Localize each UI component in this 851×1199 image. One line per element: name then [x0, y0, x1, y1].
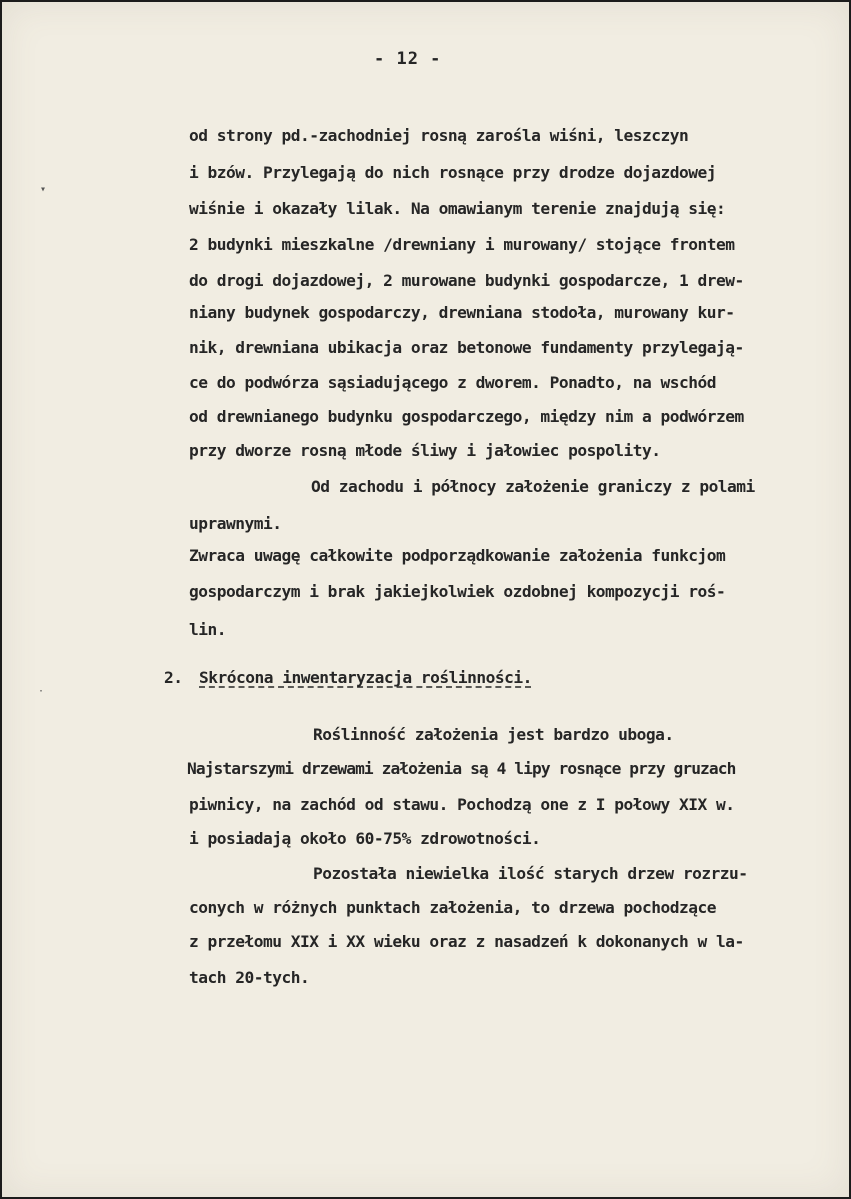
text-line: tach 20-tych.	[189, 968, 310, 987]
text-line: z przełomu XIX i XX wieku oraz z nasadzeń k dokonanych w la-	[189, 932, 744, 951]
text-line: Zwraca uwagę całkowite podporządkowanie założenia funkcjom	[189, 546, 726, 565]
text-line: przy dworze rosną młode śliwy i jałowiec pospolity.	[189, 441, 661, 460]
text-line: i posiadają około 60-75% zdrowotności.	[189, 829, 541, 848]
text-line: piwnicy, na zachód od stawu. Pochodzą one z I połowy XIX w.	[189, 795, 735, 814]
text-line: Pozostała niewielka ilość starych drzew rozrzu-	[313, 864, 748, 883]
text-line: lin.	[189, 620, 226, 639]
margin-mark: ▾	[40, 184, 46, 195]
text-line: nik, drewniana ubikacja oraz betonowe fundamenty przylegają-	[189, 338, 744, 357]
text-line: wiśnie i okazały lilak. Na omawianym terenie znajdują się:	[189, 199, 726, 218]
text-line: Najstarszymi drzewami założenia są 4 lipy rosnące przy gruzach	[187, 759, 736, 778]
text-line: niany budynek gospodarczy, drewniana stodoła, murowany kur-	[189, 303, 735, 322]
page-number: - 12 -	[374, 49, 442, 69]
text-line: conych w różnych punktach założenia, to drzewa pochodzące	[189, 898, 717, 917]
text-line: gospodarczym i brak jakiejkolwiek ozdobnej kompozycji roś-	[189, 582, 726, 601]
section-title: Skrócona inwentaryzacja roślinności.	[199, 668, 532, 687]
text-line: uprawnymi.	[189, 514, 282, 533]
margin-mark: ·	[38, 686, 44, 697]
text-line: od drewnianego budynku gospodarczego, między nim a podwórzem	[189, 407, 744, 426]
section-number: 2.	[164, 668, 183, 687]
text-line: do drogi dojazdowej, 2 murowane budynki gospodarcze, 1 drew-	[189, 271, 744, 290]
text-line: Roślinność założenia jest bardzo uboga.	[313, 725, 674, 744]
text-line: ce do podwórza sąsiadującego z dworem. Ponadto, na wschód	[189, 373, 717, 392]
text-line: Od zachodu i północy założenie graniczy z polami	[311, 477, 755, 496]
text-line: od strony pd.-zachodniej rosną zarośla wiśni, leszczyn	[189, 126, 689, 145]
text-line: 2 budynki mieszkalne /drewniany i murowany/ stojące frontem	[189, 235, 735, 254]
text-line: i bzów. Przylegają do nich rosnące przy drodze dojazdowej	[189, 163, 717, 182]
